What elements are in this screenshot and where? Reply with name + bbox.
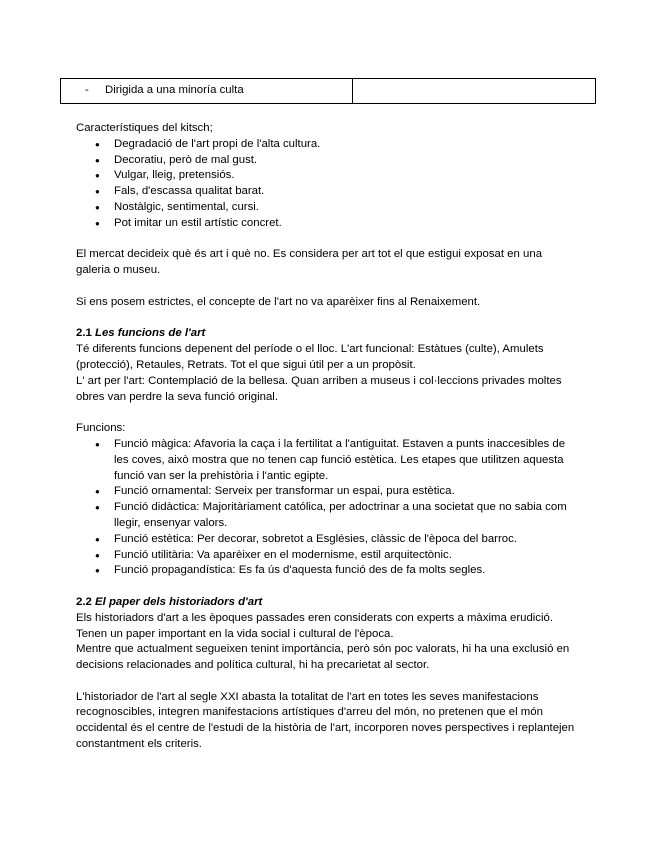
table-cell-right (353, 79, 596, 104)
document-body (76, 121, 576, 753)
kitsch-intro: Característiques del kitsch; (76, 122, 213, 134)
section-2-2-paragraph-1: Els historiadors d'art a les èpoques passades eren considerats con experts a màxima erudició. Tenen un paper important en la vida social i cultural de l'època. (76, 611, 554, 640)
dash-marker: - (85, 84, 89, 97)
list-item: ● Funció màgica: Afavoria la caça i la fertilitat a l'antiguitat. Estaven a punts inaccesibles de les coves, això mostra que no tenen cap funció estètica. Les etapes que utilitzen aquesta funció van ser la prehistòria i l'antic egipte. (76, 437, 576, 484)
section-2-2-paragraph-3: L'historiador de l'art al segle XXI abasta la totalitat de l'art en totes les seves manifestacions recognoscibles, integren manifestacions artístiques d'arreu del món, no pretenen que el món occidental és el centre de l'estudi de la història de l'art, incorporen noves perspectives i replantejen constantment els criteris. (76, 690, 575, 751)
section-title: Les funcions de l'art (95, 327, 206, 340)
section-title: El paper dels historiadors d'art (95, 595, 263, 608)
section-heading-2-2 (76, 595, 576, 611)
list-item: ● Funció didàctica: Majoritàriament católica, per adoctrinar a una societat que no sabia com llegir, ensenyar valors. (76, 500, 576, 532)
section-number: 2.2 (76, 595, 92, 608)
table-cell-text: Dirigida a una minoría culta (105, 84, 244, 97)
funcions-intro: Funcions: (76, 422, 126, 435)
list-item: ● Degradació de l'art propi de l'alta cultura. (76, 137, 576, 153)
list-item: ● Fals, d'escassa qualitat barat. (76, 184, 576, 200)
list-item: ● Funció utilitària: Va aparèixer en el modernisme, estil arquitectònic. (76, 548, 576, 564)
section-heading-2-1 (76, 326, 576, 342)
section-2-1-paragraph-2: L' art per l'art: Contemplació de la bellesa. Quan arriben a museus i col·leccions privades moltes obres van perdre la seva funció original. (76, 374, 562, 403)
table-row (61, 79, 596, 104)
list-item: ● Vulgar, lleig, pretensiós. (76, 168, 576, 184)
list-item: ● Funció ornamental: Serveix per transformar un espai, pura estètica. (76, 484, 576, 500)
paragraph-mercat: El mercat decideix què és art i què no. Es considera per art tot el que estigui exposat en una galeria o museu. (76, 248, 543, 277)
list-item: ● Funció propagandística: Es fa ús d'aquesta funció des de fa molts segles. (76, 563, 576, 579)
funcions-list (76, 437, 576, 579)
list-item: ● Nostàlgic, sentimental, cursi. (76, 200, 576, 216)
kitsch-list (76, 137, 576, 232)
table-cell-left (61, 79, 353, 104)
section-number: 2.1 (76, 327, 92, 340)
continuation-table (60, 78, 596, 104)
section-2-1-paragraph-1: Té diferents funcions depenent del període o el lloc. L'art funcional: Estàtues (culte), Amulets (protecció), Retaules, Retrats. Tot el que sigui útil per a un propòsit. (76, 343, 544, 371)
list-item: ● Funció estètica: Per decorar, sobretot a Esglésies, clàssic de l'època del barroc. (76, 532, 576, 548)
list-item: ● Pot imitar un estil artístic concret. (76, 216, 576, 232)
list-item: ● Decoratiu, però de mal gust. (76, 153, 576, 169)
paragraph-renaixement: Si ens posem estrictes, el concepte de l'art no va aparèixer fins al Renaixement. (76, 295, 481, 308)
section-2-2-paragraph-2: Mentre que actualment segueixen tenint importància, però són poc valorats, hi ha una exclusió en decisions relacionades and política cultural, hi ha precarietat al sector. (76, 643, 570, 672)
